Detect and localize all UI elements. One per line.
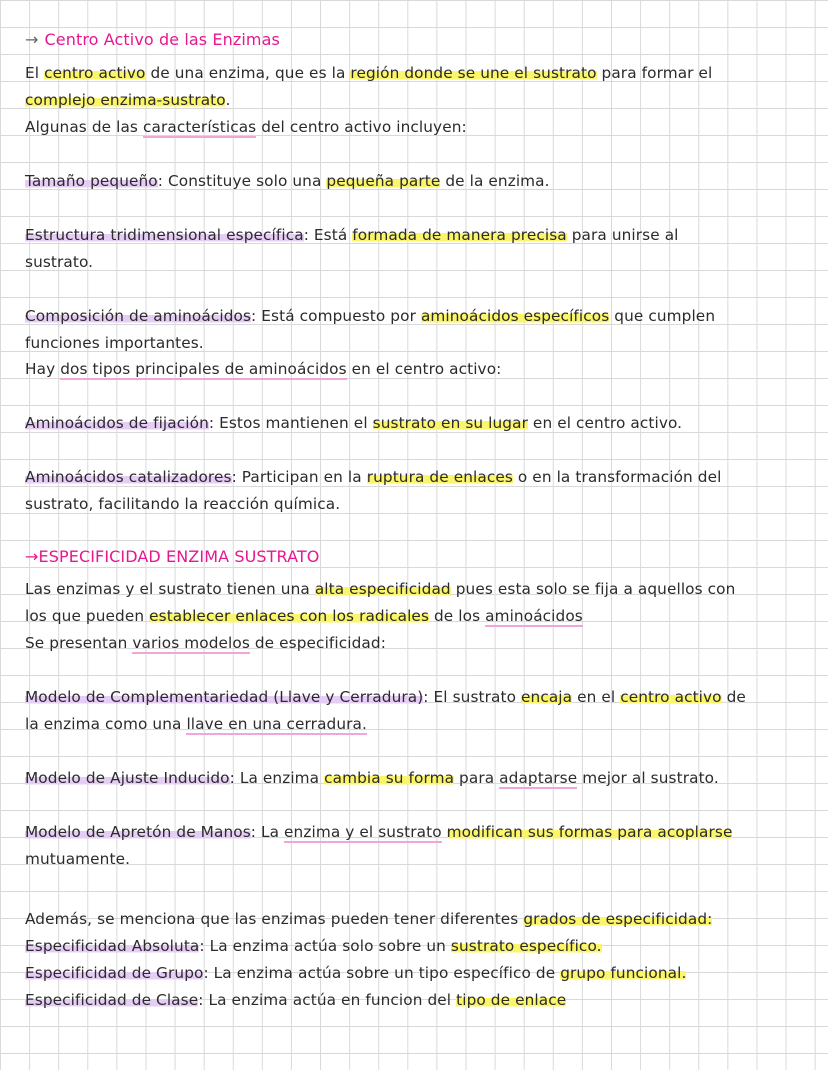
list-item-apreton-manos: Modelo de Apretón de Manos: La enzima y el sustrato modifican sus formas para acoplarse — [25, 823, 733, 841]
underline: adaptarse — [499, 769, 578, 787]
list-item-continuation: sustrato. — [25, 253, 94, 271]
arrow-right-icon: → — [25, 30, 39, 49]
paragraph: Se presentan varios modelos de especificidad: — [25, 634, 386, 652]
highlight: grupo funcional. — [560, 964, 687, 982]
highlight: sustrato en su lugar — [372, 414, 528, 432]
underline: varios modelos — [132, 634, 250, 652]
item-label: Especificidad Absoluta — [25, 937, 200, 955]
highlight: región donde se une el sustrato — [350, 64, 597, 82]
underline: dos tipos principales de aminoácidos — [60, 360, 347, 378]
paragraph: complejo enzima-sustrato. — [25, 91, 231, 109]
list-item-composicion: Composición de aminoácidos: Está compuesto por aminoácidos específicos que cumplen — [25, 307, 716, 325]
list-item-absoluta: Especificidad Absoluta: La enzima actúa solo sobre un sustrato específico. — [25, 937, 602, 955]
item-label: Aminoácidos de fijación — [25, 414, 209, 432]
section-title-centro-activo: → Centro Activo de las Enzimas — [25, 30, 280, 49]
paragraph: Además, se menciona que las enzimas pueden tener diferentes grados de especificidad: — [25, 910, 713, 928]
section-title-especificidad: →ESPECIFICIDAD ENZIMA SUSTRATO — [25, 547, 320, 566]
underline: características — [142, 118, 257, 136]
paragraph: El centro activo de una enzima, que es la región donde se une el sustrato para formar el — [25, 64, 713, 82]
item-label: Especificidad de Clase — [25, 991, 199, 1009]
highlight: ruptura de enlaces — [366, 468, 513, 486]
highlight: establecer enlaces con los radicales — [149, 607, 430, 625]
highlight: encaja — [521, 688, 573, 706]
list-item-continuation: sustrato, facilitando la reacción química. — [25, 495, 341, 513]
item-label: Aminoácidos catalizadores — [25, 468, 232, 486]
item-label: Modelo de Complementariedad (Llave y Cerradura) — [25, 688, 424, 706]
highlight: grados de especificidad: — [523, 910, 713, 928]
item-label: Tamaño pequeño — [25, 172, 158, 190]
list-item-llave-cerradura: Modelo de Complementariedad (Llave y Cerradura): El sustrato encaja en el centro activo de — [25, 688, 746, 706]
item-label: Modelo de Ajuste Inducido — [25, 769, 230, 787]
list-item-continuation: mutuamente. — [25, 850, 131, 868]
highlight: pequeña parte — [326, 172, 441, 190]
highlight: sustrato específico. — [450, 937, 602, 955]
paragraph: Hay dos tipos principales de aminoácidos en el centro activo: — [25, 360, 502, 378]
underline: llave en una cerradura. — [186, 715, 367, 733]
highlight: complejo enzima-sustrato — [25, 91, 226, 109]
highlight: aminoácidos específicos — [420, 307, 610, 325]
list-item-continuation: funciones importantes. — [25, 334, 204, 352]
arrow-right-icon: → — [25, 547, 39, 566]
item-label: Modelo de Apretón de Manos — [25, 823, 251, 841]
paragraph: Las enzimas y el sustrato tienen una alta especificidad pues esta solo se fija a aquellos con — [25, 580, 736, 598]
underline: aminoácidos — [485, 607, 583, 625]
item-label: Composición de aminoácidos — [25, 307, 252, 325]
list-item-continuation: la enzima como una llave en una cerradura. — [25, 715, 367, 733]
highlight: alta especificidad — [314, 580, 451, 598]
paragraph: Algunas de las características del centro activo incluyen: — [25, 118, 467, 136]
list-item-fijacion: Aminoácidos de fijación: Estos mantienen el sustrato en su lugar en el centro activo. — [25, 414, 683, 432]
list-item-clase: Especificidad de Clase: La enzima actúa en funcion del tipo de enlace — [25, 991, 567, 1009]
item-label: Especificidad de Grupo — [25, 964, 204, 982]
highlight: tipo de enlace — [456, 991, 567, 1009]
highlight: centro activo — [44, 64, 146, 82]
item-label: Estructura tridimensional específica — [25, 226, 304, 244]
list-item-ajuste-inducido: Modelo de Ajuste Inducido: La enzima cambia su forma para adaptarse mejor al sustrato. — [25, 769, 719, 787]
highlight: modifican sus formas para acoplarse — [446, 823, 733, 841]
highlight: cambia su forma — [324, 769, 455, 787]
highlight: formada de manera precisa — [352, 226, 567, 244]
list-item-catalizadores: Aminoácidos catalizadores: Participan en la ruptura de enlaces o en la transformación del — [25, 468, 722, 486]
paragraph: los que pueden establecer enlaces con los radicales de los aminoácidos — [25, 607, 583, 625]
highlight: centro activo — [620, 688, 722, 706]
list-item-grupo: Especificidad de Grupo: La enzima actúa sobre un tipo específico de grupo funcional. — [25, 964, 687, 982]
list-item-tamano: Tamaño pequeño: Constituye solo una pequeña parte de la enzima. — [25, 172, 550, 190]
list-item-estructura: Estructura tridimensional específica: Está formada de manera precisa para unirse al — [25, 226, 679, 244]
underline: enzima y el sustrato — [284, 823, 442, 841]
